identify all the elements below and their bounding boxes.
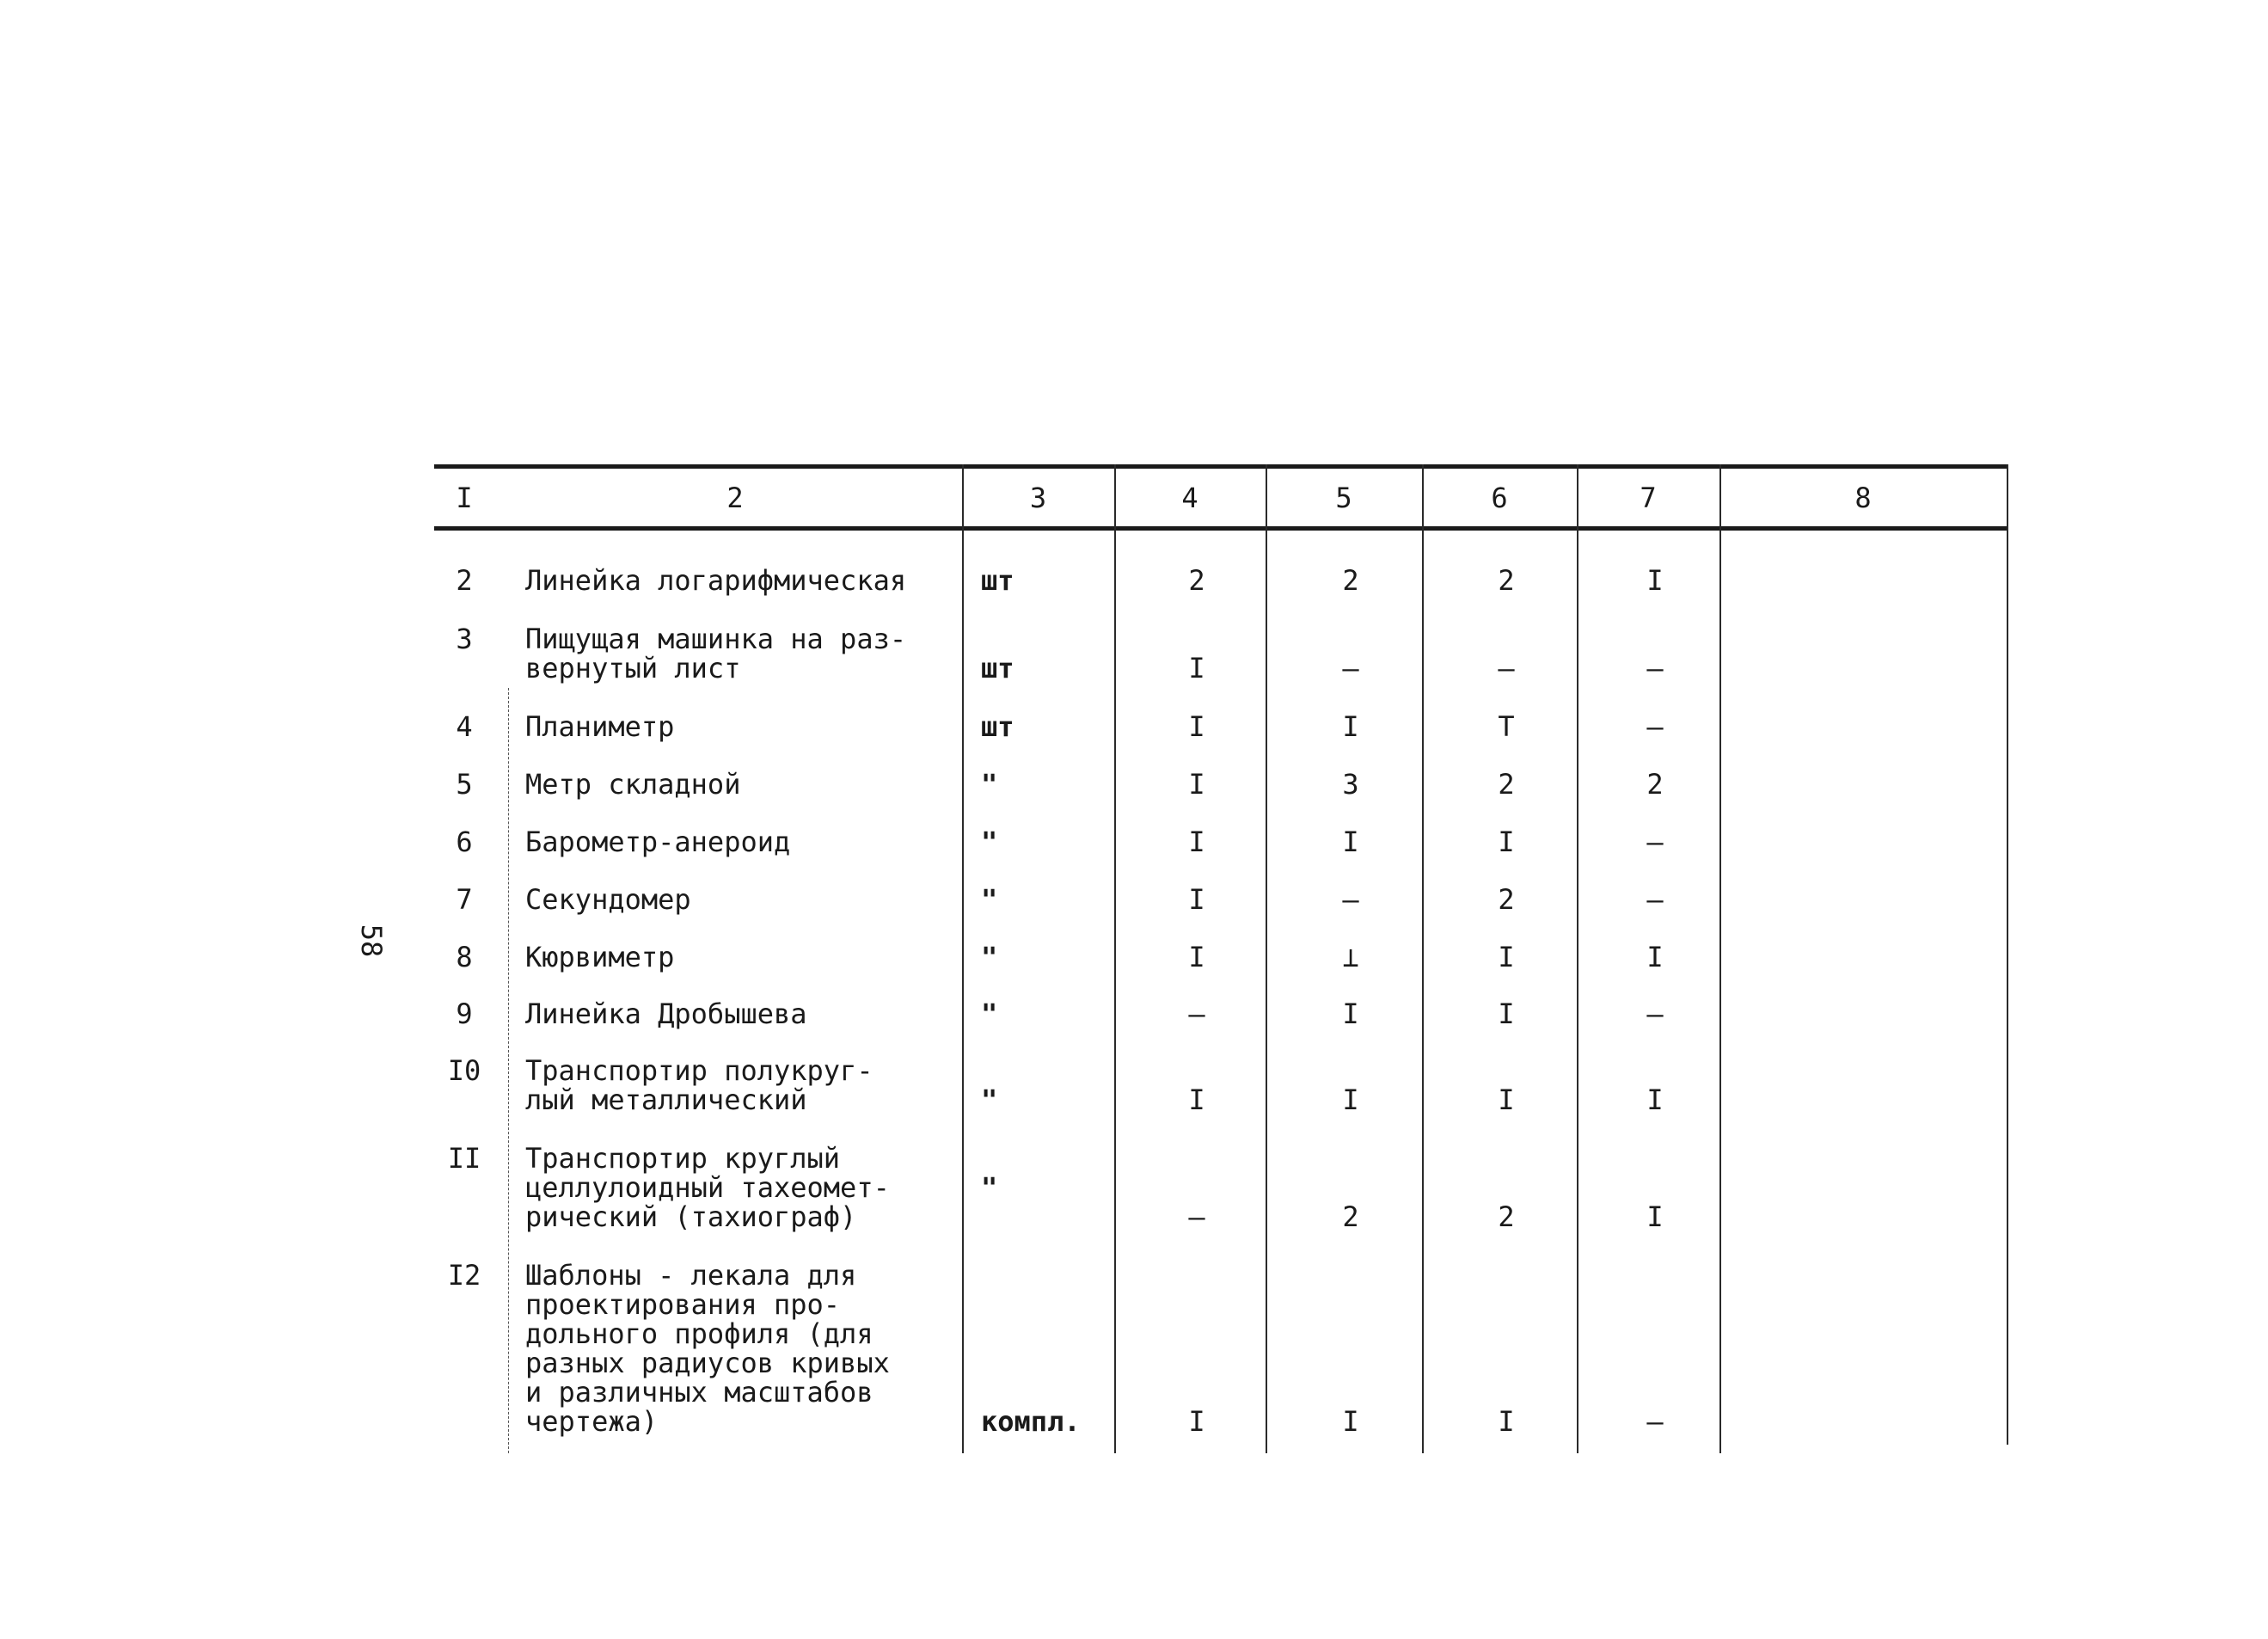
column-divider <box>508 688 509 1453</box>
qty-col-6: 2 <box>1498 883 1515 916</box>
item-name: Линейка Дробышева <box>525 998 807 1030</box>
qty-col-4: I <box>1188 710 1205 743</box>
row-number: 5 <box>456 768 473 801</box>
table-top-rule <box>434 464 2008 469</box>
unit: " <box>981 998 998 1030</box>
qty-col-7: 2 <box>1646 768 1664 801</box>
item-name: Линейка логарифмическая <box>525 564 907 597</box>
qty-col-4: I <box>1188 1405 1205 1438</box>
qty-col-7: – <box>1646 710 1664 743</box>
unit: " <box>981 826 998 858</box>
qty-col-7: – <box>1646 826 1664 858</box>
item-name: Шаблоны - лекала для проектирования про- дольного профиля (для разных радиусов кривых и различных масштабов чертежа) <box>525 1259 890 1438</box>
qty-col-5: I <box>1342 1405 1359 1438</box>
item-name: Барометр-анероид <box>525 826 791 858</box>
qty-col-6: I <box>1498 941 1515 973</box>
header-col-6: 6 <box>1491 482 1508 514</box>
qty-col-7: I <box>1646 941 1664 973</box>
column-divider <box>2007 464 2008 1445</box>
row-number: 3 <box>456 623 473 655</box>
row-number: 9 <box>456 998 473 1030</box>
qty-col-4: I <box>1188 768 1205 801</box>
qty-col-4: I <box>1188 1083 1205 1116</box>
qty-col-4: – <box>1188 1200 1205 1233</box>
header-col-8: 8 <box>1854 482 1872 514</box>
item-name: Метр складной <box>525 768 741 801</box>
qty-col-5: I <box>1342 1083 1359 1116</box>
row-number: 2 <box>456 564 473 597</box>
header-col-5: 5 <box>1335 482 1352 514</box>
qty-col-5: I <box>1342 998 1359 1030</box>
qty-col-5: ⊥ <box>1342 941 1359 973</box>
qty-col-5: 3 <box>1342 768 1359 801</box>
row-number: I2 <box>447 1259 481 1292</box>
qty-col-7: I <box>1646 564 1664 597</box>
unit: " <box>981 1171 998 1204</box>
item-name: Секундомер <box>525 883 691 916</box>
qty-col-7: I <box>1646 1083 1664 1116</box>
qty-col-5: – <box>1342 883 1359 916</box>
qty-col-4: – <box>1188 998 1205 1030</box>
qty-col-6: I <box>1498 826 1515 858</box>
column-divider <box>962 464 964 1453</box>
qty-col-6: I <box>1498 1405 1515 1438</box>
header-col-1: I <box>456 482 473 514</box>
qty-col-4: I <box>1188 826 1205 858</box>
qty-col-6: I <box>1498 998 1515 1030</box>
qty-col-7: – <box>1646 652 1664 684</box>
qty-col-4: I <box>1188 652 1205 684</box>
row-number: 4 <box>456 710 473 743</box>
row-number: II <box>447 1142 481 1175</box>
qty-col-6: 2 <box>1498 768 1515 801</box>
header-col-3: 3 <box>1029 482 1047 514</box>
row-number: 6 <box>456 826 473 858</box>
qty-col-6: 2 <box>1498 564 1515 597</box>
qty-col-7: – <box>1646 883 1664 916</box>
table-header-rule <box>434 526 2008 531</box>
qty-col-6: – <box>1498 652 1515 684</box>
qty-col-6: 2 <box>1498 1200 1515 1233</box>
column-divider <box>1114 464 1116 1453</box>
qty-col-5: I <box>1342 826 1359 858</box>
item-name: Транспортир полукруг- лый металлический <box>525 1054 873 1116</box>
unit: шт <box>981 652 1014 684</box>
qty-col-7: – <box>1646 998 1664 1030</box>
qty-col-5: I <box>1342 710 1359 743</box>
header-col-4: 4 <box>1181 482 1198 514</box>
item-name: Кюрвиметр <box>525 941 675 973</box>
qty-col-4: I <box>1188 883 1205 916</box>
qty-col-6: T <box>1498 710 1515 743</box>
unit: " <box>981 883 998 916</box>
qty-col-5: 2 <box>1342 1200 1359 1233</box>
unit: " <box>981 941 998 973</box>
qty-col-5: – <box>1342 652 1359 684</box>
unit: компл. <box>981 1405 1081 1438</box>
item-name: Пищущая машинка на раз- вернутый лист <box>525 623 907 684</box>
unit: шт <box>981 564 1014 597</box>
unit: " <box>981 768 998 801</box>
qty-col-4: I <box>1188 941 1205 973</box>
qty-col-6: I <box>1498 1083 1515 1116</box>
unit: шт <box>981 710 1014 743</box>
qty-col-7: – <box>1646 1405 1664 1438</box>
page-number: 58 <box>355 924 388 958</box>
qty-col-7: I <box>1646 1200 1664 1233</box>
qty-col-4: 2 <box>1188 564 1205 597</box>
row-number: 7 <box>456 883 473 916</box>
header-col-2: 2 <box>726 482 744 514</box>
header-col-7: 7 <box>1640 482 1657 514</box>
qty-col-5: 2 <box>1342 564 1359 597</box>
row-number: 8 <box>456 941 473 973</box>
item-name: Планиметр <box>525 710 675 743</box>
item-name: Транспортир круглый целлулоидный тахеомет- рический (тахиограф) <box>525 1142 890 1233</box>
unit: " <box>981 1083 998 1116</box>
row-number: I0 <box>447 1054 481 1087</box>
